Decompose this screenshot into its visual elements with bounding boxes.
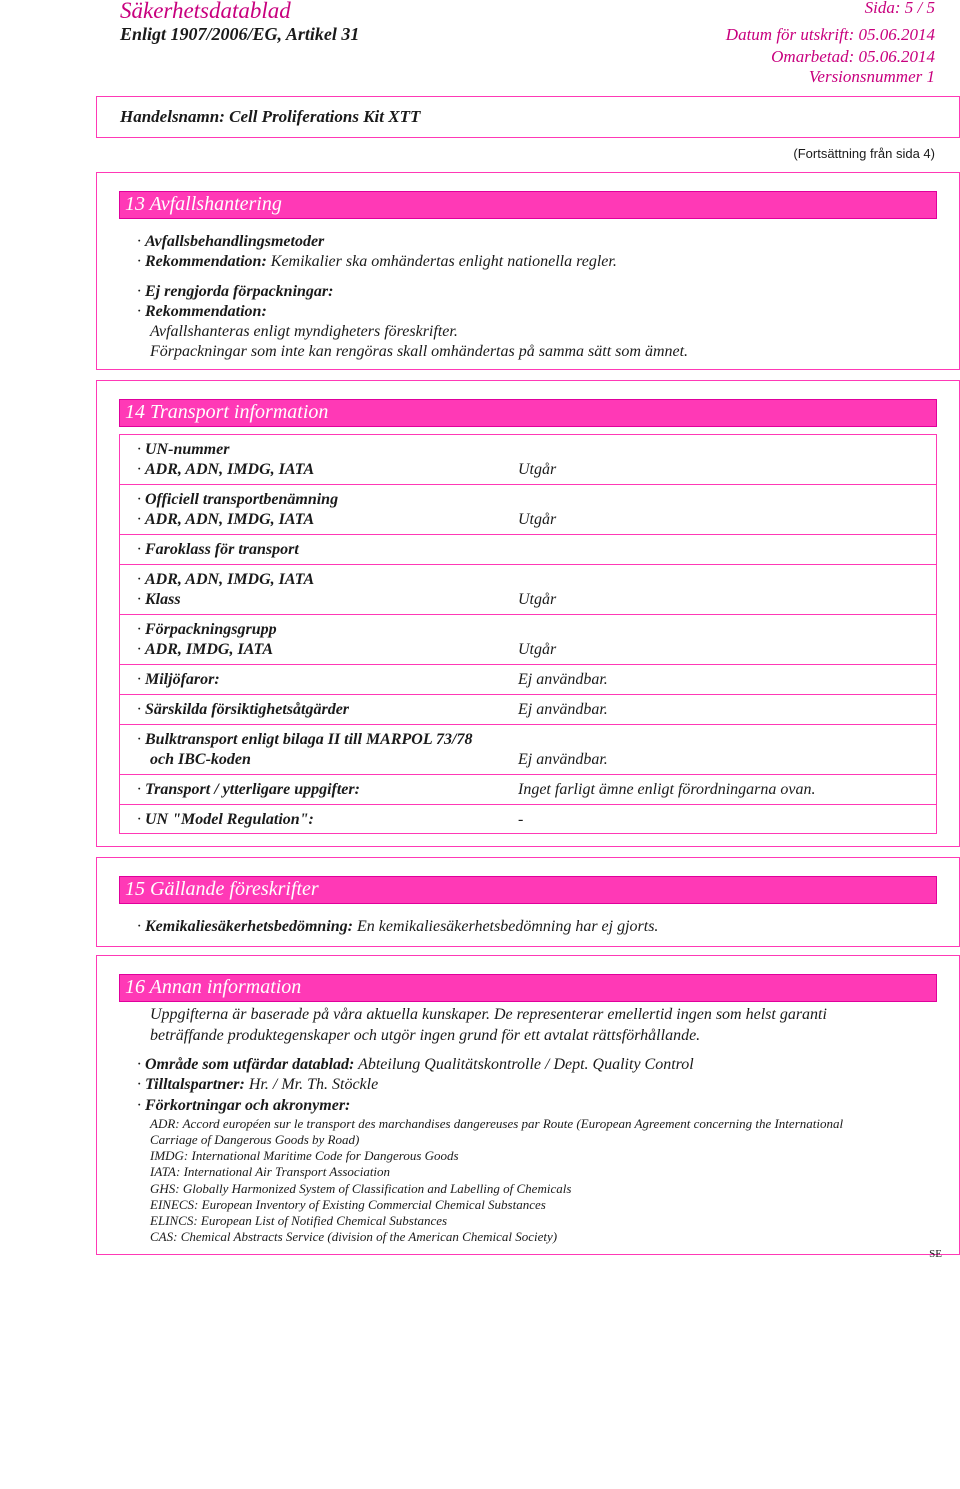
disclaimer-line-2: beträffande produktegenskaper och utgör ingen grund för ett avtalat rättsförhållande. <box>150 1027 701 1044</box>
bulk-label-2: och IBC-koden <box>150 751 251 768</box>
shipping-label: · Officiell transportbenämning <box>137 491 338 509</box>
hazard-value: Utgår <box>518 591 557 608</box>
section-16 <box>96 955 960 1255</box>
bulk-label-1: · Bulktransport enligt bilaga II till MARPOL 73/78 <box>137 731 472 749</box>
environment-value: Ej användbar. <box>518 671 608 688</box>
abbr-adr-cont: Carriage of Dangerous Goods by Road) <box>150 1132 360 1147</box>
packing-value: Utgår <box>518 641 557 658</box>
abbr-elincs: ELINCS: European List of Notified Chemical Substances <box>150 1213 448 1228</box>
shipping-value: Utgår <box>518 511 557 528</box>
packaging-recommendation: · Rekommendation: <box>137 303 267 321</box>
special-value: Ej användbar. <box>518 701 608 718</box>
hazard-label: · Faroklass för transport <box>137 541 299 559</box>
section-15 <box>96 857 960 947</box>
disclaimer-line-1: Uppgifterna är baserade på våra aktuella kunskaper. De representerar emellertid ingen som helst garanti <box>150 1006 827 1023</box>
document-subtitle: Enligt 1907/2006/EG, Artikel 31 <box>120 24 360 44</box>
abbr-einecs: EINECS: European Inventory of Existing Commercial Chemical Substances <box>150 1197 546 1212</box>
shipping-sub: · ADR, ADN, IMDG, IATA <box>137 511 314 529</box>
revised-date: Omarbetad: 05.06.2014 <box>771 47 935 66</box>
bulk-value: Ej användbar. <box>518 751 608 768</box>
section-13-heading: 13 Avfallshantering <box>119 191 937 219</box>
additional-label: · Transport / ytterligare uppgifter: <box>137 781 360 799</box>
special-label: · Särskilda försiktighetsåtgärder <box>137 701 349 719</box>
additional-value: Inget farligt ämne enligt förordningarna ovan. <box>518 781 816 798</box>
packing-sub: · ADR, IMDG, IATA <box>137 641 273 659</box>
trade-name-box <box>96 96 960 138</box>
print-date: Datum för utskrift: 05.06.2014 <box>725 25 935 44</box>
abbr-cas: CAS: Chemical Abstracts Service (division of the American Chemical Society) <box>150 1229 558 1244</box>
un-sub: · ADR, ADN, IMDG, IATA <box>137 461 314 479</box>
abbr-adr: ADR: Accord européen sur le transport des marchandises dangereuses par Route (European Agreement concerning the International <box>150 1116 844 1131</box>
abbreviations-label: · Förkortningar och akronymer: <box>137 1097 350 1115</box>
un-value: Utgår <box>518 461 557 478</box>
model-label: · UN "Model Regulation": <box>137 811 314 829</box>
model-value: - <box>518 811 524 828</box>
packaging-text-1: Avfallshanteras enligt myndigheters föreskrifter. <box>150 323 458 340</box>
section-14 <box>96 380 960 847</box>
hazard-sub: · ADR, ADN, IMDG, IATA <box>137 571 314 589</box>
waste-methods: · Avfallsbehandlingsmetoder <box>137 233 324 251</box>
uncleaned-packaging: · Ej rengjorda förpackningar: <box>137 283 333 301</box>
waste-recommendation: · Rekommendation: Kemikalier ska omhändertas enlight nationella regler. <box>137 253 617 271</box>
chemical-safety-assessment: · Kemikaliesäkerhetsbedömning: En kemikaliesäkerhetsbedömning har ej gjorts. <box>137 918 658 936</box>
country-code: SE <box>929 1248 942 1260</box>
section-15-heading: 15 Gällande föreskrifter <box>119 876 937 904</box>
continued-note: (Fortsättning från sida 4) <box>793 146 935 161</box>
page-number: Sida: 5 / 5 <box>864 0 935 17</box>
section-16-heading: 16 Annan information <box>119 974 937 1002</box>
hazard-class-label: · Klass <box>137 591 181 609</box>
abbr-iata: IATA: International Air Transport Association <box>150 1164 391 1179</box>
section-13 <box>96 172 960 370</box>
section-14-heading: 14 Transport information <box>119 399 937 427</box>
environment-label: · Miljöfaror: <box>137 671 220 689</box>
packaging-text-2: Förpackningar som inte kan rengöras skall omhändertas på samma sätt som ämnet. <box>150 343 689 360</box>
abbr-imdg: IMDG: International Maritime Code for Dangerous Goods <box>150 1148 459 1163</box>
abbr-ghs: GHS: Globally Harmonized System of Classification and Labelling of Chemicals <box>150 1181 572 1196</box>
packing-label: · Förpackningsgrupp <box>137 621 277 639</box>
issuing-department: · Område som utfärdar datablad: Abteilung Qualitätskontrolle / Dept. Quality Control <box>137 1056 694 1074</box>
trade-name: Handelsnamn: Cell Proliferations Kit XTT <box>120 107 421 126</box>
un-label: · UN-nummer <box>137 441 229 459</box>
version-number: Versionsnummer 1 <box>808 67 935 86</box>
document-title: Säkerhetsdatablad <box>120 0 291 23</box>
contact-person: · Tilltalspartner: Hr. / Mr. Th. Stöckle <box>137 1076 378 1094</box>
